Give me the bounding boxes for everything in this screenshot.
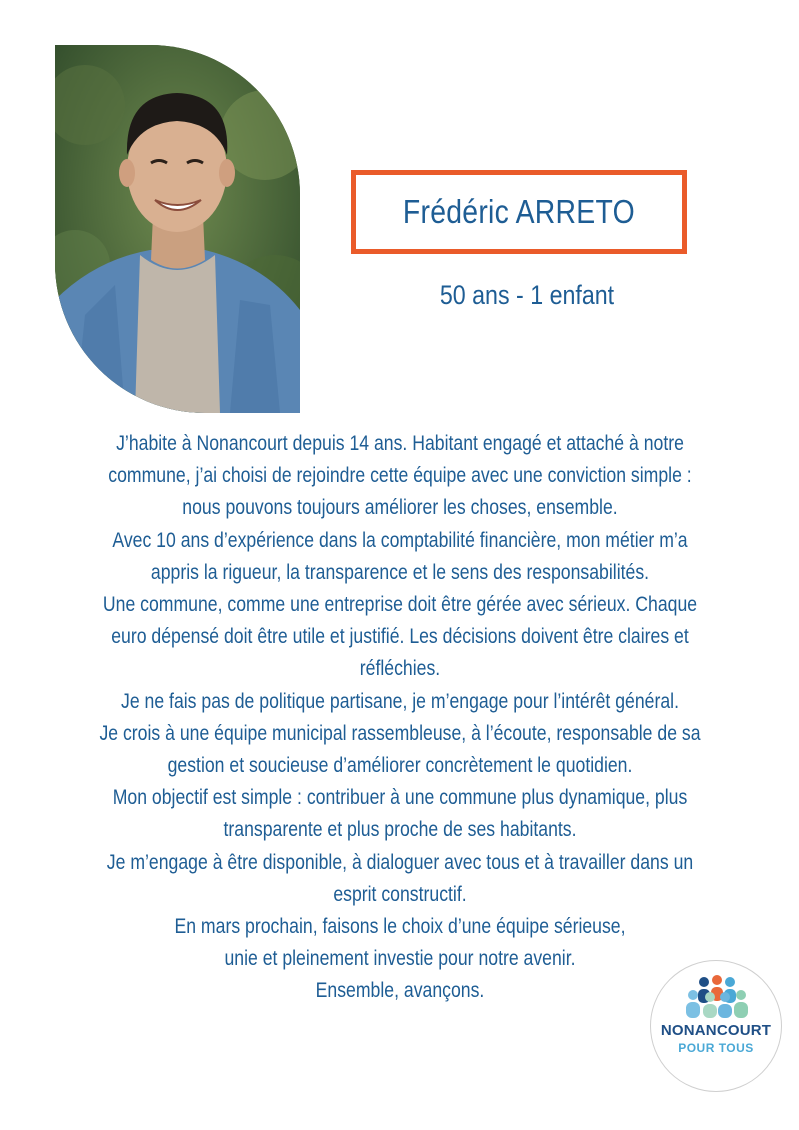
statement-line: Ensemble, avançons. [315, 979, 485, 1003]
statement-line: appris la rigueur, la transparence et le sens des responsabilités. [150, 560, 650, 584]
statement-line: réfléchies. [359, 657, 441, 681]
statement-line: Avec 10 ans d’expérience dans la comptabilité financière, mon métier m’a [112, 528, 688, 552]
statement-line: En mars prochain, faisons le choix d’une équipe sérieuse, [174, 915, 626, 939]
portrait-photo-icon [55, 45, 300, 413]
statement-line: Je ne fais pas de politique partisane, je m’engage pour l’intérêt général. [121, 689, 679, 713]
statement-line: transparente et plus proche de ses habitants. [223, 818, 577, 842]
statement-line: euro dépensé doit être utile et justifié. Les décisions doivent être claires et [111, 625, 689, 649]
statement-line: Mon objectif est simple : contribuer à une commune plus dynamique, plus [112, 786, 688, 810]
logo-title: NONANCOURT [660, 1022, 772, 1039]
statement-line: nous pouvons toujours améliorer les choses, ensemble. [182, 496, 618, 520]
people-group-logo-icon [682, 975, 752, 1019]
statement-line: J’habite à Nonancourt depuis 14 ans. Habitant engagé et attaché à notre [116, 432, 684, 455]
candidate-statement [30, 428, 770, 1008]
statement-line: Une commune, comme une entreprise doit être gérée avec sérieux. Chaque [102, 593, 698, 617]
statement-line: commune, j’ai choisi de rejoindre cette équipe avec une conviction simple : [108, 464, 692, 488]
candidate-subtitle: 50 ans - 1 enfant [439, 280, 615, 310]
statement-line: Je crois à une équipe municipal rassembleuse, à l’écoute, responsable de sa [99, 721, 701, 745]
name-box [351, 170, 687, 254]
statement-line: gestion et soucieuse d’améliorer concrètement le quotidien. [167, 754, 633, 778]
candidate-photo [55, 45, 300, 413]
statement-line: Je m’engage à être disponible, à dialoguer avec tous et à travailler dans un [106, 850, 694, 874]
nonancourt-logo [650, 960, 782, 1092]
logo-subtitle: POUR TOUS [678, 1041, 754, 1055]
statement-line: unie et pleinement investie pour notre avenir. [224, 947, 576, 971]
candidate-name: Frédéric ARRETO [402, 193, 636, 230]
statement-line: esprit constructif. [333, 882, 467, 906]
